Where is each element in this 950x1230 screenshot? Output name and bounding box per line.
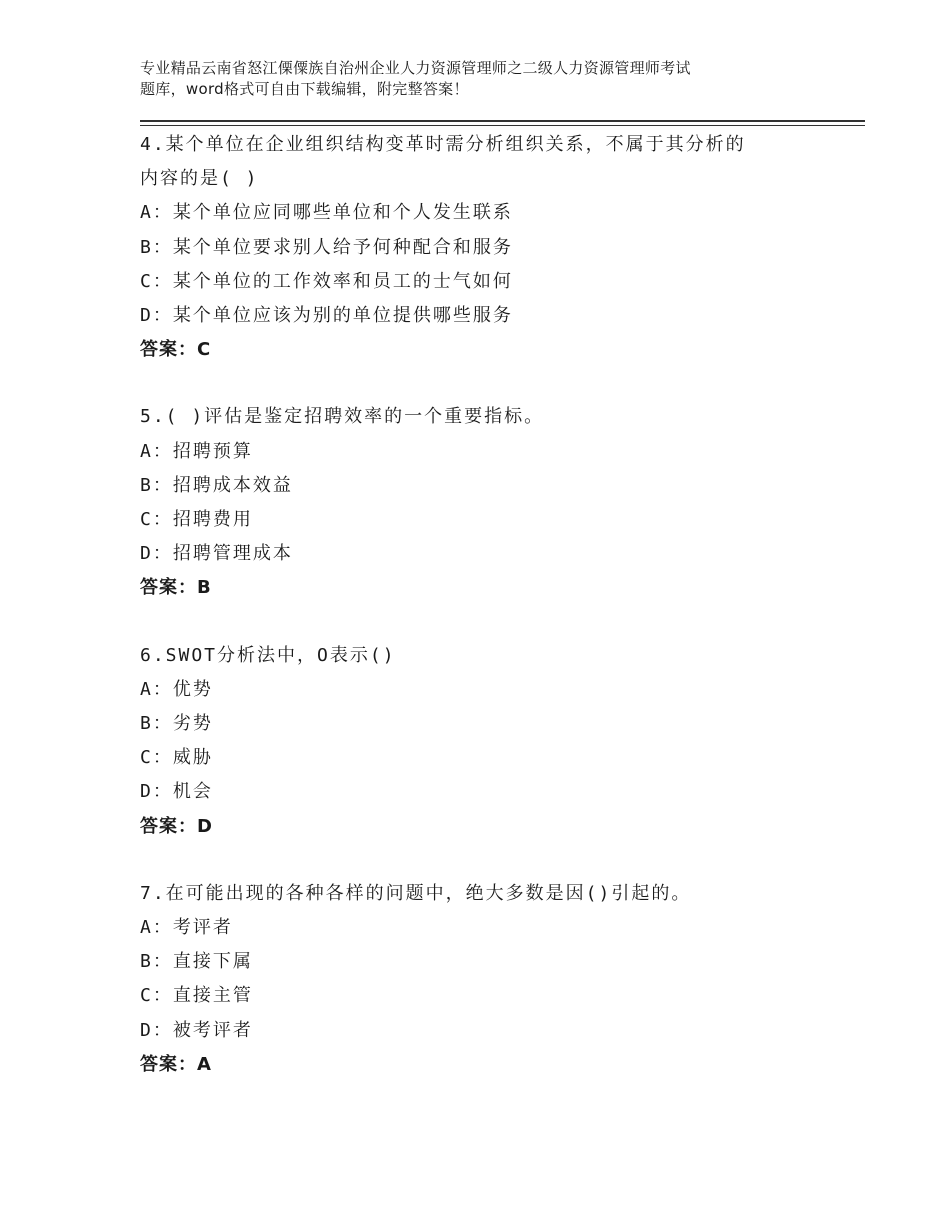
option-a: A：某个单位应同哪些单位和个人发生联系 [140, 202, 513, 224]
header-title-line-1: 专业精品云南省怒江傈僳族自治州企业人力资源管理师之二级人力资源管理师考试 [140, 59, 691, 77]
option-d: D：被考评者 [140, 1019, 253, 1041]
question-stem: 内容的是( ) [140, 168, 259, 190]
option-b: B：劣势 [140, 713, 213, 735]
option-b: B：直接下属 [140, 951, 253, 973]
header-divider-thin [140, 125, 865, 126]
option-c: C：威胁 [140, 747, 213, 769]
question-stem: 4.某个单位在企业组织结构变革时需分析组织关系，不属于其分析的 [140, 134, 746, 155]
question-7 [140, 877, 840, 1082]
option-c: C：某个单位的工作效率和员工的士气如何 [140, 270, 513, 292]
option-a: A：招聘预算 [140, 440, 253, 462]
header-divider-thick [140, 120, 865, 122]
answer: 答案：B [140, 577, 212, 599]
option-b: B：招聘成本效益 [140, 474, 293, 496]
question-4 [140, 128, 840, 367]
document-header [140, 58, 830, 100]
question-stem: 5.( )评估是鉴定招聘效率的一个重要指标。 [140, 406, 545, 428]
option-b: B：某个单位要求别人给予何种配合和服务 [140, 236, 513, 258]
question-5 [140, 400, 840, 605]
option-c: C：直接主管 [140, 985, 253, 1007]
question-list [140, 128, 840, 1115]
answer: 答案：A [140, 1053, 212, 1075]
question-6 [140, 639, 840, 844]
option-c: C：招聘费用 [140, 509, 253, 531]
answer: 答案：D [140, 815, 213, 837]
option-a: A：优势 [140, 678, 213, 700]
answer: 答案：C [140, 339, 212, 361]
header-title-line-2: 题库，word格式可自由下载编辑，附完整答案！ [140, 80, 469, 98]
question-stem: 7.在可能出现的各种各样的问题中，绝大多数是因()引起的。 [140, 882, 692, 904]
option-a: A：考评者 [140, 917, 233, 939]
option-d: D：某个单位应该为别的单位提供哪些服务 [140, 305, 513, 327]
option-d: D：机会 [140, 781, 213, 803]
question-stem: 6.SWOT分析法中，O表示() [140, 644, 396, 666]
option-d: D：招聘管理成本 [140, 543, 293, 565]
